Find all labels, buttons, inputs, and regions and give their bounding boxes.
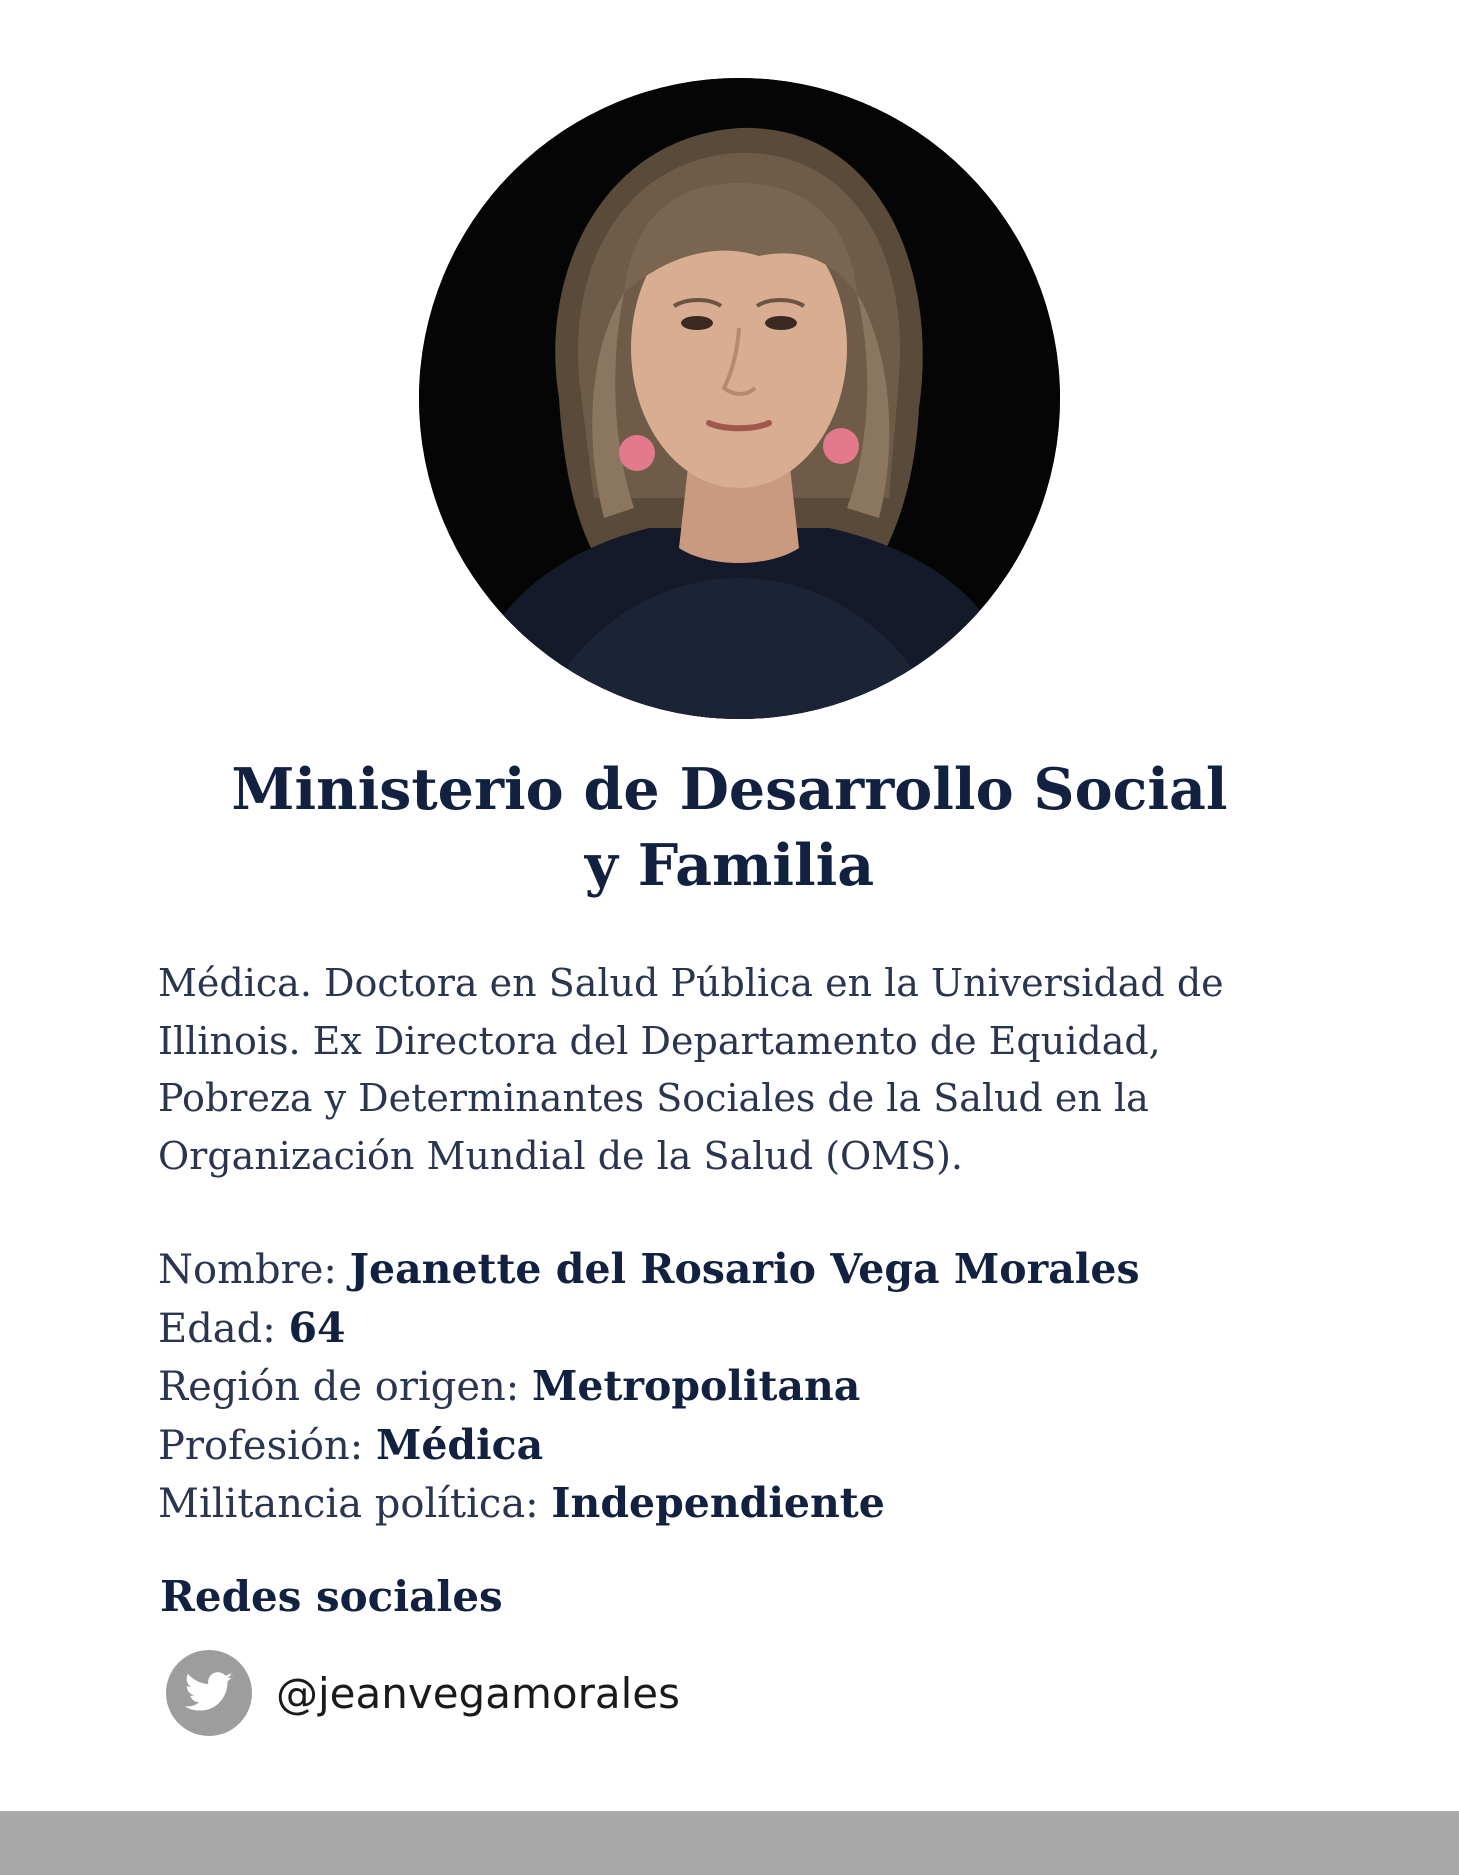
fact-age <box>158 1300 1338 1359</box>
twitter-bird-glyph <box>183 1667 235 1719</box>
fact-age-value: 64 <box>288 1303 346 1352</box>
bio-line: Organización Mundial de la Salud (OMS). <box>158 1133 964 1178</box>
fact-region-label: Región de origen: <box>158 1364 532 1410</box>
ministry-title-line1: Ministerio de Desarrollo Social <box>231 756 1228 823</box>
fact-region-value: Metropolitana <box>531 1362 861 1410</box>
bio-line: Médica. Doctora en Salud Pública en la Universidad de <box>158 961 1224 1005</box>
ministry-title <box>0 752 1459 904</box>
twitter-icon[interactable] <box>166 1650 252 1736</box>
footer-bar <box>0 1811 1459 1875</box>
fact-profession-value: Médica <box>375 1420 544 1469</box>
fact-party-label: Militancia política: <box>158 1481 552 1527</box>
fact-name <box>158 1241 1338 1300</box>
portrait-illustration <box>419 78 1060 719</box>
bio-line: Illinois. Ex Directora del Departamento de Equidad, <box>158 1018 1161 1063</box>
fact-profession-label: Profesión: <box>158 1422 376 1469</box>
fact-region <box>158 1358 1338 1417</box>
facts-list <box>158 1241 1338 1534</box>
ministry-title-line2: y Familia <box>584 832 875 899</box>
fact-age-label: Edad: <box>158 1305 289 1352</box>
social-section-title: Redes sociales <box>160 1572 503 1621</box>
portrait-photo <box>419 78 1060 719</box>
fact-name-label: Nombre: <box>158 1247 350 1293</box>
bio-line: Pobreza y Determinantes Sociales de la Salud en la <box>158 1076 1149 1120</box>
fact-profession <box>158 1417 1338 1476</box>
fact-party-value: Independiente <box>551 1479 885 1527</box>
fact-name-value: Jeanette del Rosario Vega Morales <box>349 1245 1140 1293</box>
fact-party <box>158 1475 1338 1534</box>
twitter-handle[interactable]: @jeanvegamorales <box>276 1668 680 1718</box>
bio-paragraph <box>158 955 1338 1185</box>
twitter-link[interactable] <box>166 1650 680 1736</box>
